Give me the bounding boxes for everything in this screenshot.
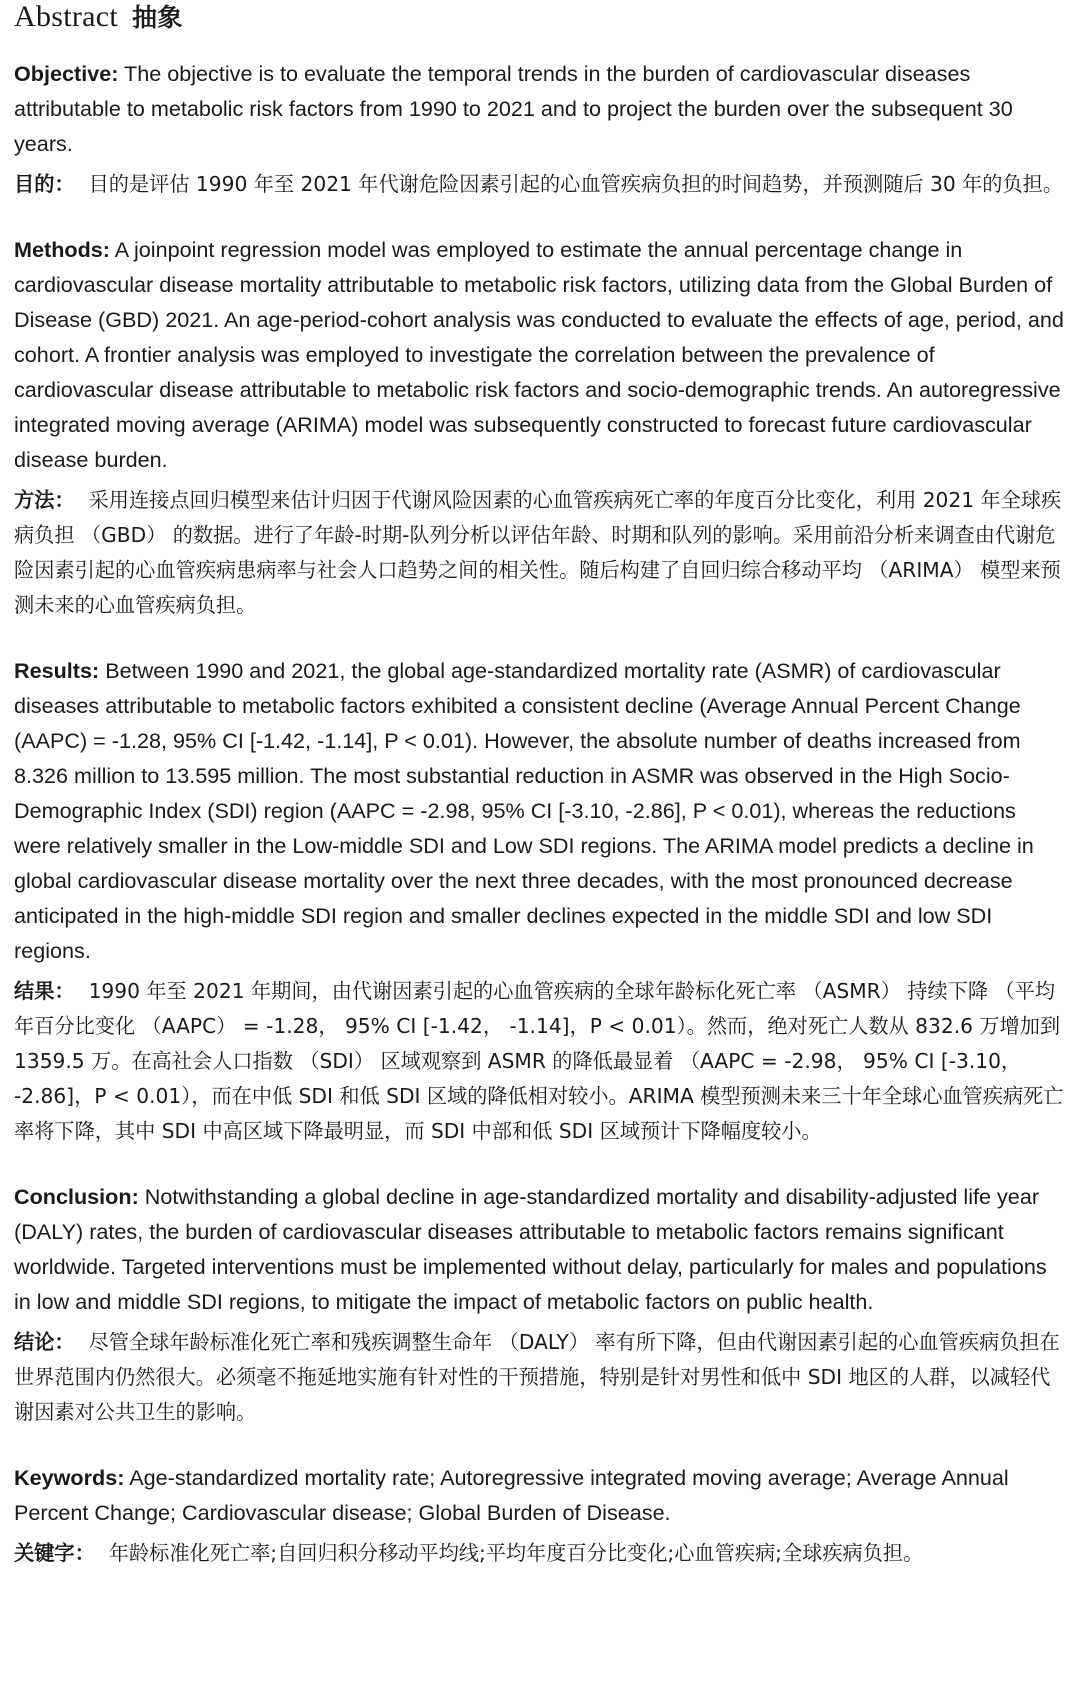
methods-zh-text: 采用连接点回归模型来估计归因于代谢风险因素的心血管疾病死亡率的年度百分比变化，利用 2021 年全球疾病负担 （GBD） 的数据。进行了年龄-时期-队列分析以评估年龄、时期和队列的影响。采用前沿分析来调查由代谢危险因素引起的心血管疾病患病率与社会人口趋势之间的相关性。随后构建了自回归综合移动平均 （ARIMA） 模型来预测未来的心血管疾病负担。 xyxy=(14,488,1062,617)
methods-zh-paragraph xyxy=(14,483,1066,623)
results-section xyxy=(14,653,1066,1149)
objective-section xyxy=(14,56,1066,202)
objective-zh-label: 目的： xyxy=(14,172,75,196)
title-en: Abstract xyxy=(14,0,119,33)
results-en-label: Results: xyxy=(14,658,100,683)
methods-section xyxy=(14,232,1066,623)
keywords-zh-paragraph xyxy=(14,1536,1066,1571)
keywords-en-label: Keywords: xyxy=(14,1465,125,1490)
objective-en-text: The objective is to evaluate the temporal trends in the burden of cardiovascular diseases attributable to metabolic risk factors from 1990 to 2021 and to project the burden over the subsequent 30 years. xyxy=(14,61,1013,156)
objective-zh-text: 目的是评估 1990 年至 2021 年代谢危险因素引起的心血管疾病负担的时间趋势，并预测随后 30 年的负担。 xyxy=(88,172,1064,196)
conclusion-zh-paragraph xyxy=(14,1325,1066,1430)
methods-zh-label: 方法： xyxy=(14,488,75,512)
methods-en-text: A joinpoint regression model was employed to estimate the annual percentage change in cardiovascular disease mortality attributable to metabolic risk factors, utilizing data from the Global Burden of Disease (GBD) 2021. An age-period-cohort analysis was conducted to evaluate the effects of age, period, and cohort. A frontier analysis was employed to investigate the correlation between the prevalence of cardiovascular disease attributable to metabolic risk factors and socio-demographic trends. An autoregressive integrated moving average (ARIMA) model was subsequently constructed to forecast future cardiovascular disease burden. xyxy=(14,237,1064,472)
title-zh: 抽象 xyxy=(132,3,183,32)
results-zh-label: 结果： xyxy=(14,979,75,1003)
conclusion-section xyxy=(14,1179,1066,1430)
results-en-text: Between 1990 and 2021, the global age-standardized mortality rate (ASMR) of cardiovascular diseases attributable to metabolic factors exhibited a consistent decline (Average Annual Percent Change (AAPC) = -1.28, 95% CI [-1.42, -1.14], P < 0.01). However, the absolute number of deaths increased from 8.326 million to 13.595 million. The most substantial reduction in ASMR was observed in the High Socio-Demographic Index (SDI) region (AAPC = -2.98, 95% CI [-3.10, -2.86], P < 0.01), whereas the reductions were relatively smaller in the Low-middle SDI and Low SDI regions. The ARIMA model predicts a decline in global cardiovascular disease mortality over the next three decades, with the most pronounced decrease anticipated in the high-middle SDI region and smaller declines expected in the middle SDI and low SDI regions. xyxy=(14,658,1034,963)
objective-en-label: Objective: xyxy=(14,61,119,86)
keywords-section xyxy=(14,1460,1066,1571)
keywords-zh-label: 关键字： xyxy=(14,1541,95,1565)
methods-en-label: Methods: xyxy=(14,237,110,262)
objective-zh-paragraph xyxy=(14,167,1066,202)
conclusion-en-label: Conclusion: xyxy=(14,1184,139,1209)
keywords-en-text: Age-standardized mortality rate; Autoregressive integrated moving average; Average Annual Percent Change; Cardiovascular disease; Global Burden of Disease. xyxy=(14,1465,1009,1525)
conclusion-en-text: Notwithstanding a global decline in age-standardized mortality and disability-adjusted life year (DALY) rates, the burden of cardiovascular diseases attributable to metabolic factors remains significant worldwide. Targeted interventions must be implemented without delay, particularly for males and populations in low and middle SDI regions, to mitigate the impact of metabolic factors on public health. xyxy=(14,1184,1047,1314)
results-zh-paragraph xyxy=(14,974,1066,1149)
abstract-title xyxy=(14,0,1066,40)
conclusion-en-paragraph xyxy=(14,1179,1066,1319)
results-zh-text: 1990 年至 2021 年期间，由代谢因素引起的心血管疾病的全球年龄标化死亡率 （ASMR） 持续下降 （平均年百分比变化 （AAPC） = -1.28， 95% CI [-1.42， -1.14]，P < 0.01）。然而，绝对死亡人数从 832.6 万增加到 1359.5 万。在高社会人口指数 （SDI） 区域观察到 ASMR 的降低最显着 （AAPC = -2.98， 95% CI [-3.10， -2.86]，P < 0.01），而在中低 SDI 和低 SDI 区域的降低相对较小。ARIMA 模型预测未来三十年全球心血管疾病死亡率将下降，其中 SDI 中高区域下降最明显，而 SDI 中部和低 SDI 区域预计下降幅度较小。 xyxy=(14,979,1064,1143)
methods-en-paragraph xyxy=(14,232,1066,477)
objective-en-paragraph xyxy=(14,56,1066,161)
conclusion-zh-label: 结论： xyxy=(14,1330,75,1354)
results-en-paragraph xyxy=(14,653,1066,968)
keywords-zh-text: 年龄标准化死亡率;自回归积分移动平均线;平均年度百分比变化;心血管疾病;全球疾病负担。 xyxy=(108,1541,924,1565)
keywords-en-paragraph xyxy=(14,1460,1066,1530)
conclusion-zh-text: 尽管全球年龄标准化死亡率和残疾调整生命年 （DALY） 率有所下降，但由代谢因素引起的心血管疾病负担在世界范围内仍然很大。必须毫不拖延地实施有针对性的干预措施，特别是针对男性和低中 SDI 地区的人群，以减轻代谢因素对公共卫生的影响。 xyxy=(14,1330,1060,1424)
